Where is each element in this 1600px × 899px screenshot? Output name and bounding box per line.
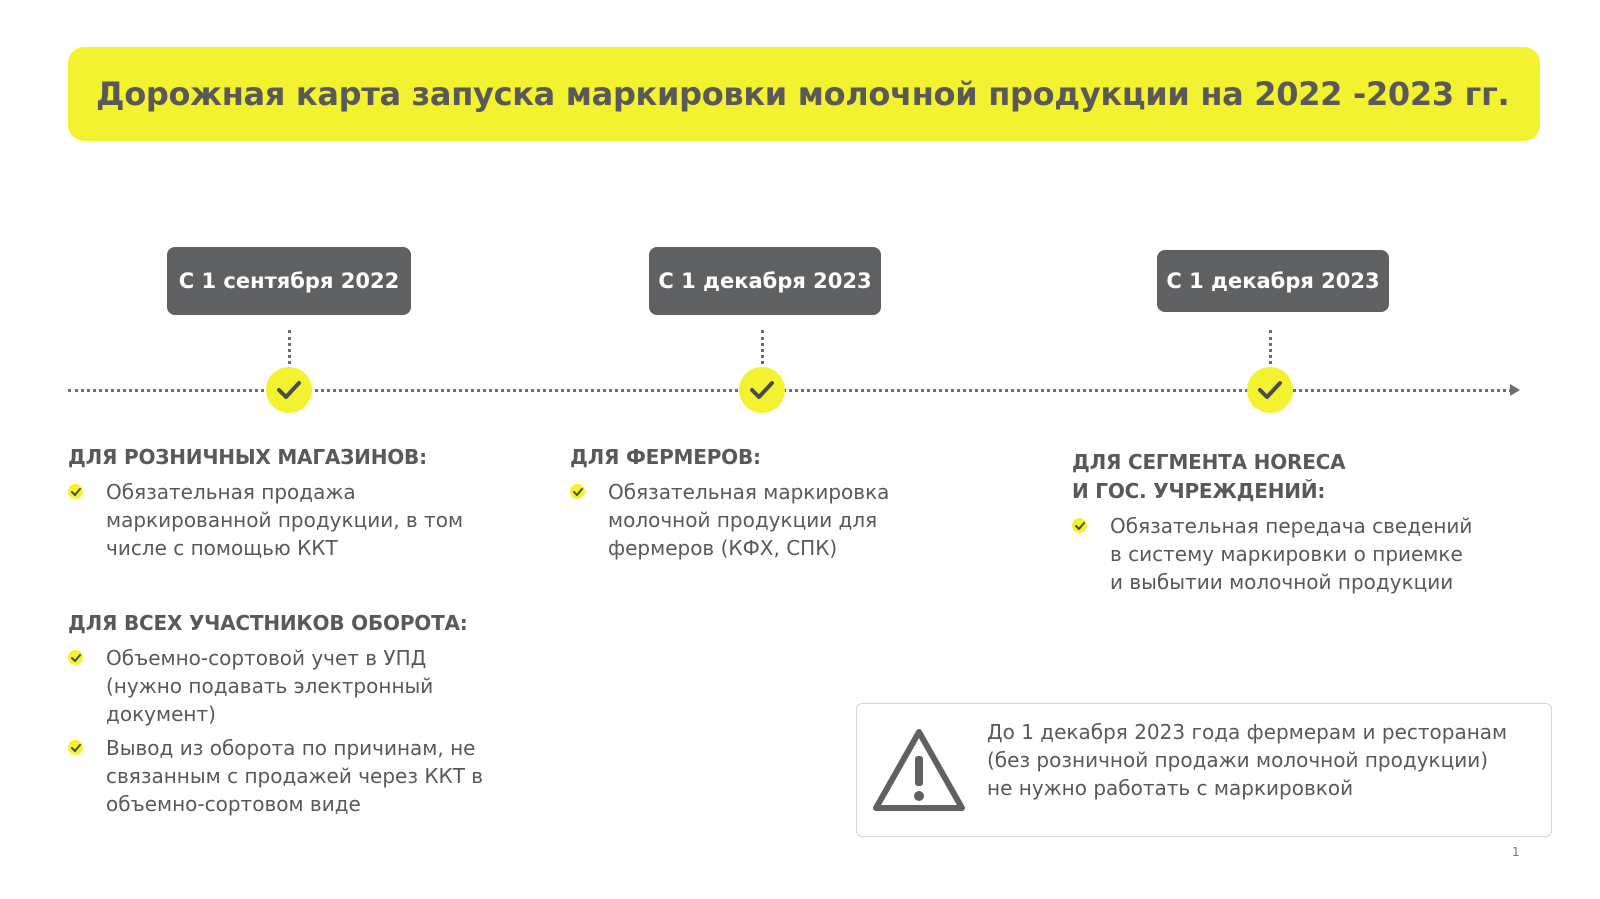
warning-icon bbox=[871, 726, 967, 818]
check-bullet-icon bbox=[68, 740, 83, 755]
check-icon bbox=[739, 367, 785, 413]
section-farmers bbox=[570, 443, 1010, 568]
list-item bbox=[1072, 512, 1552, 596]
page-number: 1 bbox=[1512, 845, 1520, 859]
section-heading: ДЛЯ РОЗНИЧНЫХ МАГАЗИНОВ: bbox=[68, 445, 427, 469]
page-title: Дорожная карта запуска маркировки молочной продукции на 2022 -2023 гг. bbox=[96, 75, 1510, 113]
list-item bbox=[68, 644, 558, 728]
list-item-text: Обязательная маркировка молочной продукции для фермеров (КФХ, СПК) bbox=[608, 480, 890, 560]
section-heading: ДЛЯ СЕГМЕНТА HORECA И ГОС. УЧРЕЖДЕНИЙ: bbox=[1072, 450, 1346, 503]
milestone-connector bbox=[1269, 330, 1272, 364]
milestone-date-badge bbox=[649, 247, 881, 315]
check-bullet-icon bbox=[68, 484, 83, 499]
section-all-participants bbox=[68, 609, 558, 824]
check-icon bbox=[1247, 367, 1293, 413]
milestone-date-badge bbox=[167, 247, 411, 315]
check-icon bbox=[266, 367, 312, 413]
milestone-connector bbox=[761, 330, 764, 364]
section-heading: ДЛЯ ФЕРМЕРОВ: bbox=[570, 445, 761, 469]
list-item bbox=[68, 734, 558, 818]
milestone-date-label: С 1 декабря 2023 bbox=[658, 269, 872, 293]
section-retail bbox=[68, 443, 538, 568]
list-item-text: Объемно-сортовой учет в УПД (нужно подавать электронный документ) bbox=[106, 646, 434, 726]
list-item-text: Вывод из оборота по причинам, не связанным с продажей через ККТ в объемно-сортовом виде bbox=[106, 736, 484, 816]
check-bullet-icon bbox=[1072, 518, 1087, 533]
section-heading: ДЛЯ ВСЕХ УЧАСТНИКОВ ОБОРОТА: bbox=[68, 611, 468, 635]
list-item bbox=[570, 478, 1010, 562]
timeline-arrow-icon bbox=[1510, 384, 1520, 396]
milestone-connector bbox=[288, 330, 291, 364]
milestone-date-label: С 1 декабря 2023 bbox=[1166, 269, 1380, 293]
check-bullet-icon bbox=[570, 484, 585, 499]
note-box bbox=[856, 703, 1552, 837]
list-item-text: Обязательная передача сведений в систему маркировки о приемке и выбытии молочной продукции bbox=[1110, 514, 1473, 594]
section-horeca bbox=[1072, 448, 1552, 602]
milestone-date-badge bbox=[1157, 250, 1389, 312]
note-text: До 1 декабря 2023 года фермерам и ресторанам (без розничной продажи молочной продукции) не нужно работать с маркировкой bbox=[987, 720, 1508, 800]
check-bullet-icon bbox=[68, 650, 83, 665]
list-item-text: Обязательная продажа маркированной продукции, в том числе с помощью ККТ bbox=[106, 480, 464, 560]
list-item bbox=[68, 478, 538, 562]
milestone-date-label: С 1 сентября 2022 bbox=[178, 269, 400, 293]
title-bar bbox=[68, 47, 1540, 141]
